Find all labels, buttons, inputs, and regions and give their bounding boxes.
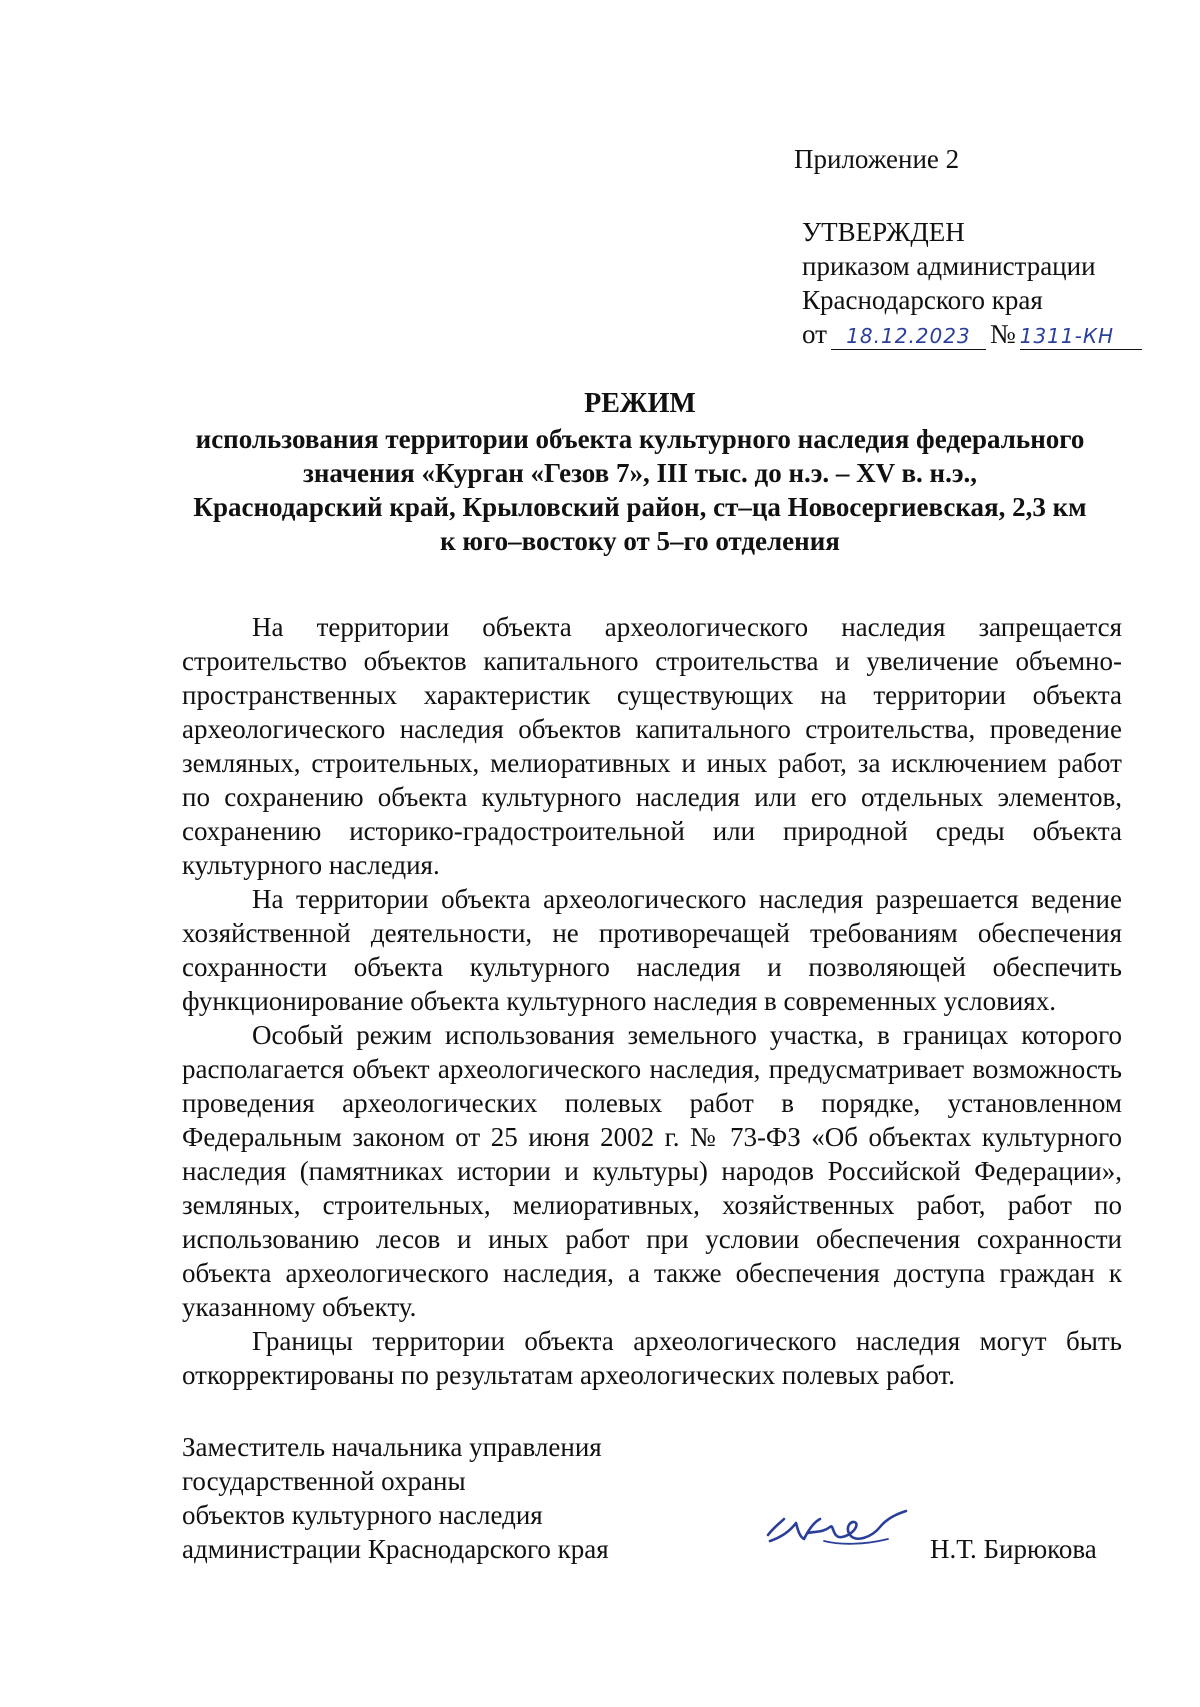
number-sign: № [989,319,1016,349]
title-line-4: к юго–востоку от 5–го отделения [440,526,840,556]
paragraph-prohibitions: На территории объекта археологического наследия запрещается строительство объектов капитального строительства и увеличение объемно-пространственных характеристик существующих на территории объекта археологического наследия объектов капитального строительства, проведение земляных, строительных, мелиоративных и иных работ, за исключением работ по сохранению объекта культурного наследия или его отдельных элементов, сохранению историко-градостроительной или природной среды объекта культурного наследия. [182,612,1122,880]
appendix-label: Приложение 2 [794,144,960,174]
order-date-handwritten: 18.12.2023 [846,324,971,348]
order-number-field [1020,321,1142,350]
signer-line-3: объектов культурного наследия [182,1500,543,1530]
signer-position [182,1430,609,1566]
approval-block [802,215,1142,351]
signer-line-1: Заместитель начальника управления [182,1432,602,1462]
title-main: РЕЖИМ [584,388,696,419]
approval-line-2: Краснодарского края [802,285,1043,315]
approval-status: УТВЕРЖДЕН [802,217,965,247]
document-body [182,610,1122,1392]
paragraph-boundaries: Границы территории объекта археологического наследия могут быть откорректированы по результатам археологических полевых работ. [182,1326,1122,1390]
handwritten-signature [760,1497,910,1557]
approval-line-1: приказом администрации [802,251,1096,281]
title-line-2: значения «Курган «Гезов 7», III тыс. до н.э. – XV в. н.э., [303,458,977,488]
title-line-1: использования территории объекта культурного наследия федерального [195,424,1085,454]
title-line-3: Краснодарский край, Крыловский район, ст–ца Новосергиевская, 2,3 км [193,492,1087,522]
order-date-field [831,321,986,350]
title-subtitle [160,422,1120,558]
signer-name: Н.Т. Бирюкова [930,1534,1097,1564]
paragraph-permitted-activity: На территории объекта археологического наследия разрешается ведение хозяйственной деятельности, не противоречащей требованиям обеспечения сохранности объекта культурного наследия и позволяющей обеспечить функционирование объекта культурного наследия в современных условиях. [182,884,1122,1016]
order-date-number [802,317,1142,351]
signer-line-4: администрации Краснодарского края [182,1534,609,1564]
paragraph-special-regime: Особый режим использования земельного участка, в границах которого располагается объект археологического наследия, предусматривает возможность проведения археологических полевых работ в порядке, установленном Федеральным законом от 25 июня 2002 г. № 73-ФЗ «Об объектах культурного наследия (памятниках истории и культуры) народов Российской Федерации», земляных, строительных, мелиоративных, хозяйственных работ, работ по использованию лесов и иных работ при условии обеспечения сохранности объекта археологического наследия, а также обеспечения доступа граждан к указанному объекту. [182,1020,1122,1322]
date-prefix: от [802,319,827,349]
order-number-handwritten: 1311-КН [1019,324,1115,348]
document-title [160,386,1120,558]
signer-line-2: государственной охраны [182,1466,466,1496]
